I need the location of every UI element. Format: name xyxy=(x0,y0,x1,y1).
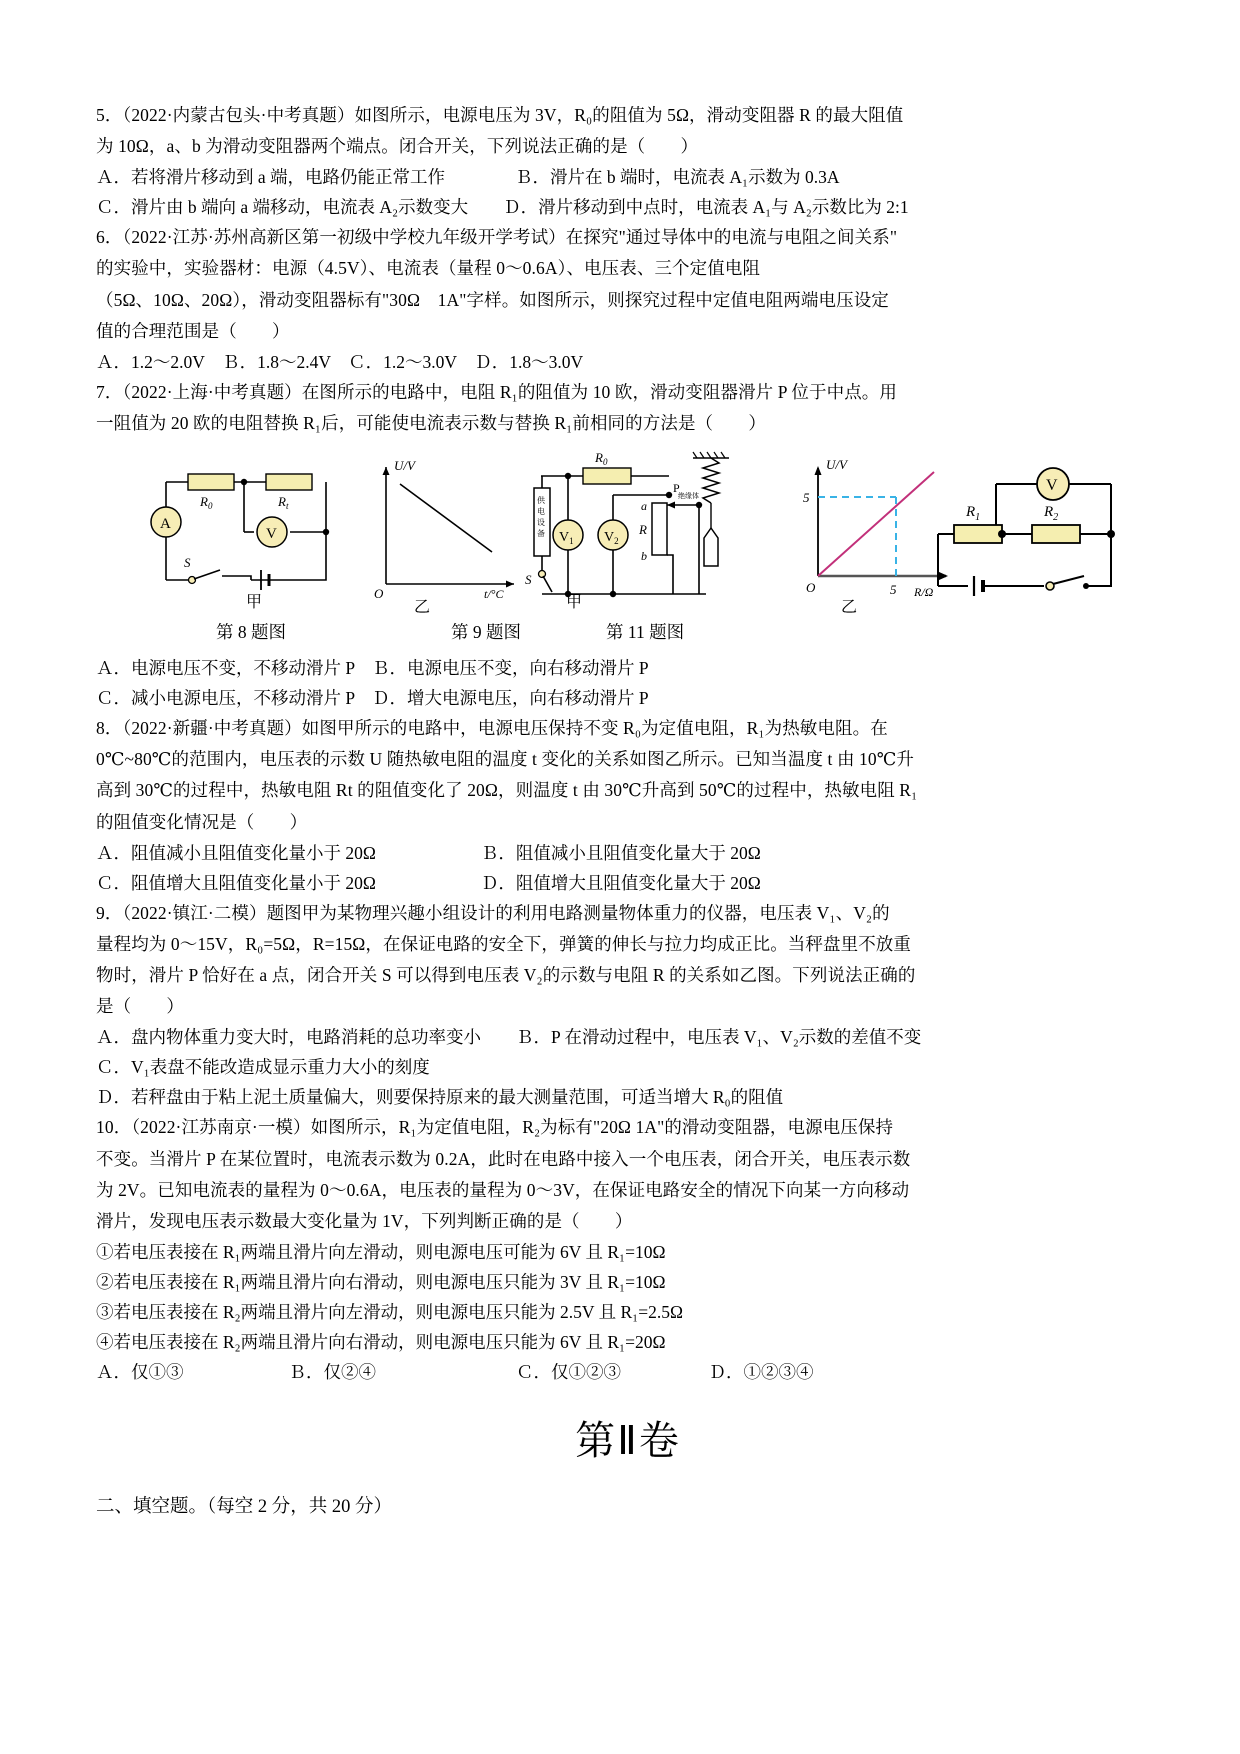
graph9-xtick: 5 xyxy=(890,582,897,598)
q7-option-cd: Ｃ．减小电源电压，不移动滑片 P Ｄ．增大电源电压，向右移动滑片 P xyxy=(96,688,649,709)
terminal-a: a xyxy=(641,499,647,514)
q10-stmt-3: ③若电压表接在 R₂两端且滑片向左滑动，则电源电压只能为 2.5V 且 R₁=2.5Ω xyxy=(96,1302,683,1322)
label-rt: $R_t$ xyxy=(278,494,289,512)
q5-option-cd: Ｃ．滑片由 b 端向 a 端移动，电流表 A₂示数变大 Ｄ．滑片移动到中点时，电流表 A₁与 A₂示数比为 2:1 xyxy=(96,197,909,218)
terminal-b: b xyxy=(641,549,647,564)
spring-coil xyxy=(703,458,719,503)
q9-line2: 量程均为 0～15V，R₀=5Ω，R=15Ω，在保证电路的安全下，弹簧的伸长与拉力均成正比。当秤盘里不放重 xyxy=(96,933,912,954)
graph9-origin: O xyxy=(806,580,816,596)
figure-captions xyxy=(96,619,1160,653)
q5-option-ab: Ａ．若将滑片移动到 a 端，电路仍能正常工作 Ｂ．滑片在 b 端时，电流表 A₁示数为 0.3A xyxy=(96,167,840,188)
slider-point-p: P xyxy=(673,481,680,496)
graph8-line xyxy=(400,484,492,552)
question-5 xyxy=(96,100,1160,222)
graph9-xlabel: R/Ω xyxy=(914,585,934,600)
question-7-options xyxy=(96,653,1160,713)
q6-options: Ａ．1.2～2.0V Ｂ．1.8～2.4V Ｃ．1.2～3.0V Ｄ．1.8～3.0V xyxy=(96,351,584,372)
q9-line1: 9．（2022·镇江·二模）题图甲为某物理兴趣小组设计的利用电路测量物体重力的仪器，电压表 V₁、V₂的 xyxy=(96,902,890,923)
resistor-r0 xyxy=(188,474,234,490)
q7-option-ab: Ａ．电源电压不变，不移动滑片 P Ｂ．电源电压不变，向右移动滑片 P xyxy=(96,658,649,679)
figure-8-circuit xyxy=(126,452,376,602)
q8-line3: 高到 30℃的过程中，热敏电阻 Rt 的阻值变化了 20Ω，则温度 t 由 30℃升高到 50℃的过程中，热敏电阻 R₁ xyxy=(96,780,918,801)
question-9 xyxy=(96,898,1160,1113)
section-two-heading: 二、填空题。（每空 2 分，共 20 分） xyxy=(96,1497,393,1518)
sublabel-jia-2: 甲 xyxy=(566,594,583,612)
insulator-label: 绝缘体 xyxy=(678,492,699,501)
q7-line1: 7．（2022·上海·中考真题）在图所示的电路中，电阻 R₁的阻值为 10 欧，滑动变阻器滑片 P 位于中点。用 xyxy=(96,381,898,402)
sublabel-yi-2: 乙 xyxy=(841,599,858,617)
supply-label-1: 供 xyxy=(537,496,545,506)
q10-stmt-2: ②若电压表接在 R₁两端且滑片向右滑动，则电源电压只能为 3V 且 R₁=10Ω xyxy=(96,1271,666,1292)
q8-line2: 0℃~80℃的范围内，电压表的示数 U 随热敏电阻的温度 t 变化的关系如图乙所示。已知当温度 t 由 10℃升 xyxy=(96,749,915,770)
q9-option-ab: Ａ．盘内物体重力变大时，电路消耗的总功率变小 Ｂ．P 在滑动过程中，电压表 V₁、V₂示数的差值不变 xyxy=(96,1027,922,1048)
fig9-label-r0: $R_0$ xyxy=(595,450,608,468)
q10-stmt-4: ④若电压表接在 R₂两端且滑片向右滑动，则电源电压只能为 6V 且 R₁=20Ω xyxy=(96,1332,666,1353)
q5-line1: 5．（2022·内蒙古包头·中考真题）如图所示，电源电压为 3V，R₀的阻值为 5Ω，滑动变阻器 R 的最大阻值 xyxy=(96,105,904,125)
q9-option-d: Ｄ．若秤盘由于粘上泥土质量偏大，则要保持原来的最大测量范围，可适当增大 R₀的阻值 xyxy=(96,1087,784,1108)
question-10 xyxy=(96,1112,1160,1387)
q8-line1: 8．（2022·新疆·中考真题）如图甲所示的电路中，电源电压保持不变 R₀为定值电阻，R₁为热敏电阻。在 xyxy=(96,718,888,739)
ammeter-letter: A xyxy=(160,516,171,533)
graph8-ylabel: U/V xyxy=(394,458,415,474)
graph8-origin: O xyxy=(374,586,384,602)
weighing-pan xyxy=(704,528,718,566)
caption-fig-9: 第 9 题图 xyxy=(451,622,521,643)
graph9-ylabel: U/V xyxy=(826,457,847,473)
fig11-label-r1: $R_1$ xyxy=(966,504,981,524)
label-r0: $R_0$ xyxy=(200,494,213,512)
q10-stmt-1: ①若电压表接在 R₁两端且滑片向左滑动，则电源电压可能为 6V 且 R₁=10Ω xyxy=(96,1241,666,1262)
question-8 xyxy=(96,713,1160,898)
switch-label-s: S xyxy=(184,555,191,571)
graph9-line xyxy=(818,472,934,576)
v1-letter: $V_1$ xyxy=(559,530,574,547)
volume-two-title: 第Ⅱ卷 xyxy=(575,1418,681,1464)
figure-9-circuit xyxy=(521,448,781,604)
caption-fig-8: 第 8 题图 xyxy=(216,622,286,643)
q10-choices: Ａ．仅①③ Ｂ．仅②④ Ｃ．仅①②③ Ｄ．①②③④ xyxy=(96,1362,814,1383)
question-7 xyxy=(96,377,1160,438)
graph9-ytick: 5 xyxy=(803,490,810,506)
fig9-resistor-r0 xyxy=(583,468,631,484)
q8-line4: 的阻值变化情况是（ ） xyxy=(96,811,308,832)
q10-line4: 滑片，发现电压表示数最大变化量为 1V，下列判断正确的是（ ） xyxy=(96,1210,633,1231)
q6-line3: （5Ω、10Ω、20Ω），滑动变阻器标有"30Ω 1A"字样。如图所示，则探究过程中定值电阻两端电压设定 xyxy=(96,289,889,310)
q6-line2: 的实验中，实验器材：电源（4.5V）、电流表（量程 0～0.6A）、电压表、三个定值电阻 xyxy=(96,258,761,279)
q6-line1: 6．（2022·江苏·苏州高新区第一初级中学校九年级开学考试）在探究"通过导体中的电流与电阻之间关系" xyxy=(96,227,898,248)
graph8-xlabel: t/°C xyxy=(484,587,504,602)
fig11-label-r2: $R_2$ xyxy=(1044,504,1059,524)
q8-option-ab: Ａ．阻值减小且阻值变化量小于 20Ω Ｂ．阻值减小且阻值变化量大于 20Ω xyxy=(96,842,761,863)
sublabel-jia-1: 甲 xyxy=(246,594,263,612)
supply-label-3: 设 xyxy=(537,518,545,528)
fig9-switch-s: S xyxy=(525,572,532,588)
fig11-resistor-r2 xyxy=(1032,525,1080,543)
q9-option-c: Ｃ．V₁表盘不能改造成显示重力大小的刻度 xyxy=(96,1057,430,1078)
figure-8-graph xyxy=(364,452,534,602)
q10-line3: 为 2V。已知电流表的量程为 0～0.6A，电压表的量程为 0～3V，在保证电路安全的情况下向某一方向移动 xyxy=(96,1179,910,1200)
voltmeter-letter: V xyxy=(266,526,277,543)
rheostat-r xyxy=(652,503,667,555)
q9-line4: 是（ ） xyxy=(96,996,184,1017)
q5-line2: 为 10Ω，a、b 为滑动变阻器两个端点。闭合开关，下列说法正确的是（ ） xyxy=(96,136,699,157)
supply-label-4: 备 xyxy=(537,529,545,539)
fig11-v-letter: V xyxy=(1046,477,1058,495)
resistor-rt xyxy=(266,474,312,490)
caption-fig-11: 第 11 题图 xyxy=(606,622,685,643)
q10-line1: 10．（2022·江苏南京·一模）如图所示，R₁为定值电阻，R₂为标有"20Ω 1A"的滑动变阻器，电源电压保持 xyxy=(96,1117,894,1138)
q8-option-cd: Ｃ．阻值增大且阻值变化量小于 20Ω Ｄ．阻值增大且阻值变化量大于 20Ω xyxy=(96,872,761,893)
supply-label-2: 电 xyxy=(537,507,545,517)
q9-line3: 物时，滑片 P 恰好在 a 点，闭合开关 S 可以得到电压表 V₂的示数与电阻 R 的关系如乙图。下列说法正确的 xyxy=(96,964,916,985)
exam-page xyxy=(96,100,1160,1518)
q7-line2: 一阻值为 20 欧的电阻替换 R₁后，可能使电流表示数与替换 R₁前相同的方法是（ ） xyxy=(96,412,766,433)
q6-line4: 值的合理范围是（ ） xyxy=(96,320,290,341)
q10-line2: 不变。当滑片 P 在某位置时，电流表示数为 0.2A，此时在电路中接入一个电压表，闭合开关，电压表示数 xyxy=(96,1148,911,1169)
fig9-label-r: R xyxy=(639,522,647,538)
fig11-resistor-r1 xyxy=(954,525,1002,543)
question-6 xyxy=(96,222,1160,376)
figure-11-circuit xyxy=(926,454,1146,604)
sublabel-yi-1: 乙 xyxy=(414,599,431,617)
figure-row xyxy=(96,444,1160,619)
v2-letter: $V_2$ xyxy=(604,530,619,547)
